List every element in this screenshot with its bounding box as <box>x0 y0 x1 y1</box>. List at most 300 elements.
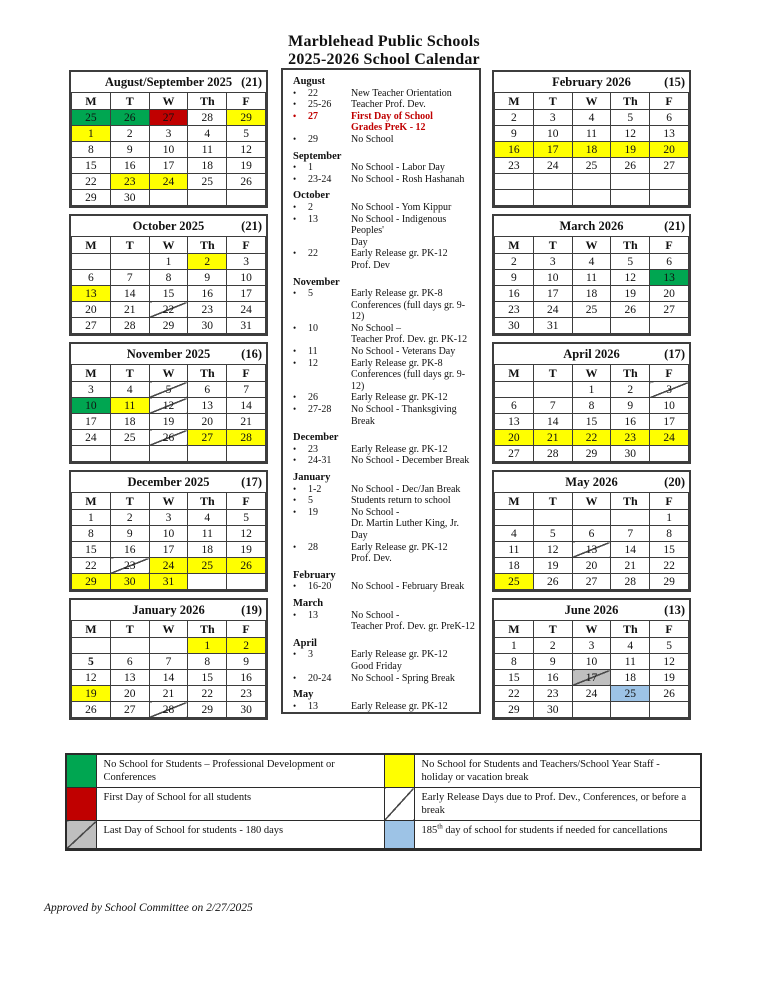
day-cell: 24 <box>227 302 266 318</box>
weekday-header-row <box>495 621 689 638</box>
day-cell: 26 <box>611 158 650 174</box>
day-cell <box>495 382 534 398</box>
day-cell: 15 <box>149 286 188 302</box>
calendar-day-count: (16) <box>241 347 262 361</box>
weekday-header: F <box>650 493 689 510</box>
event-date: 10 <box>308 322 318 334</box>
calendar-week-row <box>495 558 689 574</box>
day-cell <box>495 510 534 526</box>
day-cell: 5 <box>227 510 266 526</box>
day-cell: 1 <box>188 638 227 654</box>
day-cell: 22 <box>72 174 111 190</box>
day-cell: 14 <box>110 286 149 302</box>
event-description <box>351 99 476 111</box>
event-description <box>351 202 476 214</box>
calendar-title-row <box>71 472 266 492</box>
legend-text: Early Release Days due to Prof. Dev., Conferences, or before a break <box>414 788 701 821</box>
day-cell: 25 <box>72 110 111 126</box>
event-date: 11 <box>308 346 318 358</box>
event-month-heading: February <box>293 569 336 581</box>
event-item <box>293 288 476 323</box>
day-cell: 18 <box>188 158 227 174</box>
bullet-icon: • <box>293 173 297 184</box>
weekday-header: M <box>495 493 534 510</box>
event-month-heading: November <box>293 276 340 288</box>
weekday-header: Th <box>188 365 227 382</box>
day-cell: 27 <box>650 302 689 318</box>
day-cell: 18 <box>572 142 611 158</box>
calendar-august-september-2025 <box>69 70 268 208</box>
event-description <box>351 444 476 456</box>
calendar-week-row <box>495 142 689 158</box>
bullet-icon: • <box>293 357 297 368</box>
calendar-week-row <box>72 414 266 430</box>
event-description-line: Prof. Dev. <box>351 553 392 565</box>
day-cell: 3 <box>533 254 572 270</box>
event-month-heading: March <box>293 597 324 609</box>
calendar-month-label: June 2026 <box>564 603 619 617</box>
day-cell <box>533 382 572 398</box>
event-date: 2 <box>308 201 313 213</box>
event-description-line: First Day of School <box>351 110 433 122</box>
day-cell: 29 <box>72 574 111 590</box>
calendar-week-row <box>495 318 689 334</box>
calendar-day-count: (17) <box>664 347 685 361</box>
event-description <box>351 88 476 100</box>
day-cell: 7 <box>110 270 149 286</box>
weekday-header: W <box>149 493 188 510</box>
day-cell: 24 <box>650 430 689 446</box>
day-cell: 18 <box>495 558 534 574</box>
event-description-line: Early Release gr. PK-12 <box>351 392 448 404</box>
day-cell: 5 <box>533 526 572 542</box>
event-item <box>293 88 476 100</box>
bullet-icon: • <box>293 443 297 454</box>
event-item <box>293 673 476 685</box>
day-cell: 21 <box>110 302 149 318</box>
event-description-line: Prof. Dev <box>351 259 390 271</box>
day-cell: 17 <box>72 414 111 430</box>
event-description-line: No School - Rosh Hashanah <box>351 173 465 185</box>
day-cell: 1 <box>650 510 689 526</box>
day-cell: 11 <box>572 270 611 286</box>
day-cell: 24 <box>149 174 188 190</box>
weekday-header: W <box>572 365 611 382</box>
event-date: 5 <box>308 495 313 507</box>
day-cell: 19 <box>149 414 188 430</box>
event-month-heading: May <box>293 689 314 701</box>
event-description <box>351 495 476 507</box>
day-cell: 6 <box>110 654 149 670</box>
calendar-week-row <box>495 110 689 126</box>
calendar-title-row <box>494 472 689 492</box>
day-cell: 10 <box>572 654 611 670</box>
weekday-header: F <box>650 237 689 254</box>
event-item <box>293 99 476 111</box>
event-description <box>351 346 476 358</box>
day-cell: 20 <box>72 302 111 318</box>
day-cell <box>650 318 689 334</box>
event-item <box>293 610 476 633</box>
weekday-header-row <box>72 621 266 638</box>
day-cell: 24 <box>72 430 111 446</box>
day-cell: 31 <box>533 318 572 334</box>
event-description-line: Grades PreK - 12 <box>351 122 426 134</box>
day-cell: 2 <box>110 126 149 142</box>
day-cell: 3 <box>650 382 689 398</box>
day-cell: 19 <box>227 158 266 174</box>
day-cell: 14 <box>533 414 572 430</box>
school-name: Marblehead Public Schools <box>288 33 480 50</box>
legend-swatch-yellow <box>384 754 414 788</box>
day-cell: 6 <box>72 270 111 286</box>
day-cell: 5 <box>611 254 650 270</box>
day-cell: 26 <box>227 558 266 574</box>
day-cell: 9 <box>533 654 572 670</box>
day-cell: 23 <box>495 302 534 318</box>
day-cell: 4 <box>495 526 534 542</box>
weekday-header: W <box>149 365 188 382</box>
day-cell: 25 <box>572 158 611 174</box>
event-description <box>351 214 476 249</box>
day-cell: 23 <box>110 174 149 190</box>
event-item <box>293 542 476 565</box>
day-cell: 20 <box>495 430 534 446</box>
day-cell: 22 <box>149 302 188 318</box>
day-cell: 25 <box>495 574 534 590</box>
event-date: 13 <box>308 700 318 712</box>
day-cell <box>110 254 149 270</box>
day-cell: 12 <box>72 670 111 686</box>
day-cell: 27 <box>149 110 188 126</box>
weekday-header: T <box>110 365 149 382</box>
day-cell: 26 <box>72 702 111 718</box>
calendar-week-row <box>72 398 266 414</box>
day-cell <box>495 190 534 206</box>
day-cell: 29 <box>650 574 689 590</box>
event-description-line: No School - Dec/Jan Break <box>351 483 461 495</box>
day-cell: 5 <box>650 638 689 654</box>
day-cell: 15 <box>188 670 227 686</box>
legend-text: First Day of School for all students <box>96 788 384 821</box>
calendar-march-2026 <box>492 214 691 336</box>
day-cell: 22 <box>650 558 689 574</box>
event-description-line: No School - Thanksgiving Break <box>351 404 457 427</box>
calendar-december-2025 <box>69 470 268 592</box>
event-date: 24-31 <box>308 455 332 467</box>
day-cell: 3 <box>533 110 572 126</box>
day-cell <box>611 702 650 718</box>
day-cell: 7 <box>611 526 650 542</box>
calendar-title-row <box>494 344 689 364</box>
day-cell: 10 <box>533 126 572 142</box>
calendar-week-row <box>495 158 689 174</box>
weekday-header: F <box>650 621 689 638</box>
weekday-header: T <box>110 93 149 110</box>
bullet-icon: • <box>293 201 297 212</box>
weekday-header: T <box>533 493 572 510</box>
calendar-week-row <box>72 574 266 590</box>
day-cell <box>611 190 650 206</box>
day-cell: 1 <box>72 510 111 526</box>
day-cell <box>611 510 650 526</box>
event-date: 23-24 <box>308 173 332 185</box>
event-description-line: Early Release gr. PK-8 <box>351 288 443 300</box>
event-description <box>351 323 476 346</box>
weekday-header-row <box>495 493 689 510</box>
calendar-june-2026 <box>492 598 691 720</box>
weekday-header: W <box>149 621 188 638</box>
event-description-line: No School - February Break <box>351 581 465 593</box>
weekday-header: F <box>227 621 266 638</box>
calendar-week-row <box>495 574 689 590</box>
day-cell: 12 <box>611 126 650 142</box>
calendar-title-row <box>71 72 266 92</box>
event-item <box>293 358 476 393</box>
weekday-header: Th <box>611 621 650 638</box>
day-cell: 27 <box>495 446 534 462</box>
calendar-november-2025 <box>69 342 268 464</box>
day-cell: 13 <box>188 398 227 414</box>
day-cell: 7 <box>533 398 572 414</box>
day-cell: 2 <box>533 638 572 654</box>
day-cell: 10 <box>72 398 111 414</box>
day-cell: 2 <box>495 254 534 270</box>
day-cell: 11 <box>188 526 227 542</box>
weekday-header: T <box>110 621 149 638</box>
event-date: 20-24 <box>308 672 332 684</box>
event-description-line: Early Release gr. PK-8 <box>351 357 443 369</box>
day-cell <box>533 174 572 190</box>
day-cell <box>149 638 188 654</box>
right-calendar-column <box>492 70 691 726</box>
day-cell: 8 <box>149 270 188 286</box>
day-cell: 13 <box>650 126 689 142</box>
legend-row <box>66 788 701 821</box>
day-cell: 7 <box>227 382 266 398</box>
weekday-header: T <box>533 621 572 638</box>
day-cell: 9 <box>110 526 149 542</box>
day-cell: 19 <box>611 142 650 158</box>
day-cell: 20 <box>572 558 611 574</box>
bullet-icon: • <box>293 133 297 144</box>
day-cell: 16 <box>227 670 266 686</box>
day-cell: 16 <box>611 414 650 430</box>
day-cell <box>611 174 650 190</box>
day-cell: 16 <box>533 670 572 686</box>
day-cell: 31 <box>149 574 188 590</box>
calendar-week-row <box>495 254 689 270</box>
calendar-day-count: (19) <box>241 603 262 617</box>
day-cell: 6 <box>650 110 689 126</box>
event-description <box>351 288 476 323</box>
legend-table <box>65 753 702 851</box>
day-cell: 30 <box>227 702 266 718</box>
event-date: 28 <box>308 541 318 553</box>
day-cell: 17 <box>149 542 188 558</box>
day-cell: 30 <box>533 702 572 718</box>
event-description <box>351 701 476 714</box>
document-title <box>0 33 768 69</box>
event-item <box>293 214 476 249</box>
weekday-header: Th <box>188 621 227 638</box>
day-cell <box>572 318 611 334</box>
weekday-header-row <box>495 93 689 110</box>
day-cell: 28 <box>188 110 227 126</box>
weekday-header: F <box>650 93 689 110</box>
weekday-header: W <box>572 621 611 638</box>
day-cell: 22 <box>72 558 111 574</box>
day-cell: 17 <box>533 142 572 158</box>
day-cell <box>650 174 689 190</box>
approval-note: Approved by School Committee on 2/27/2025 <box>44 902 253 914</box>
calendar-title-row <box>71 216 266 236</box>
calendar-month-label: April 2026 <box>563 347 620 361</box>
calendar-week-row <box>495 686 689 702</box>
event-description-line: Early Release gr. PK-12 <box>351 541 448 553</box>
day-cell: 9 <box>227 654 266 670</box>
day-cell: 4 <box>110 382 149 398</box>
day-cell: 13 <box>72 286 111 302</box>
day-cell: 4 <box>572 254 611 270</box>
bullet-icon: • <box>293 346 297 357</box>
calendar-week-row <box>72 142 266 158</box>
event-description-line <box>351 712 476 714</box>
legend-swatch-red <box>66 788 96 821</box>
calendar-week-row <box>72 302 266 318</box>
day-cell: 28 <box>227 430 266 446</box>
day-cell <box>227 446 266 462</box>
day-cell: 29 <box>572 446 611 462</box>
day-cell: 26 <box>650 686 689 702</box>
day-cell: 21 <box>227 414 266 430</box>
day-cell: 26 <box>533 574 572 590</box>
day-cell: 31 <box>227 318 266 334</box>
day-cell: 20 <box>188 414 227 430</box>
event-description-line: No School - Yom Kippur <box>351 201 452 213</box>
day-cell: 22 <box>188 686 227 702</box>
event-item <box>293 248 476 271</box>
day-cell: 9 <box>495 270 534 286</box>
calendar-title-row <box>494 600 689 620</box>
day-cell: 11 <box>611 654 650 670</box>
weekday-header: F <box>227 493 266 510</box>
event-month-heading: December <box>293 432 339 444</box>
calendar-week-row <box>72 254 266 270</box>
day-cell: 1 <box>72 126 111 142</box>
weekday-header-row <box>495 237 689 254</box>
day-cell: 16 <box>188 286 227 302</box>
calendar-week-row <box>72 510 266 526</box>
weekday-header: W <box>149 237 188 254</box>
weekday-header: T <box>110 237 149 254</box>
event-description <box>351 134 476 146</box>
bullet-icon: • <box>293 649 297 660</box>
day-cell: 2 <box>227 638 266 654</box>
calendar-week-row <box>72 174 266 190</box>
event-description-line: No School - <box>351 609 400 621</box>
calendar-day-count: (21) <box>241 219 262 233</box>
day-cell <box>533 510 572 526</box>
day-cell: 9 <box>110 142 149 158</box>
day-cell: 17 <box>149 158 188 174</box>
day-cell <box>572 510 611 526</box>
day-cell: 14 <box>149 670 188 686</box>
calendar-week-row <box>72 670 266 686</box>
event-description-line: Conferences (full days gr. 9-12) <box>351 369 466 392</box>
day-cell <box>572 702 611 718</box>
event-description-line: No School - Labor Day <box>351 162 445 174</box>
day-cell: 25 <box>611 686 650 702</box>
weekday-header: F <box>227 237 266 254</box>
day-cell: 6 <box>495 398 534 414</box>
bullet-icon: • <box>293 248 297 259</box>
day-cell: 10 <box>149 142 188 158</box>
event-month-heading: January <box>293 472 331 483</box>
day-cell: 29 <box>149 318 188 334</box>
weekday-header: M <box>495 365 534 382</box>
day-cell: 25 <box>188 174 227 190</box>
legend-text: No School for Students – Professional Development or Conferences <box>96 754 384 788</box>
event-description <box>351 404 476 427</box>
legend-text: Last Day of School for students - 180 days <box>96 821 384 850</box>
event-date: 5 <box>308 288 313 300</box>
calendar-week-row <box>495 542 689 558</box>
day-cell: 7 <box>149 654 188 670</box>
calendar-april-2026 <box>492 342 691 464</box>
day-cell <box>533 190 572 206</box>
day-cell: 12 <box>149 398 188 414</box>
legend-text: 185th day of school for students if needed for cancellations <box>414 821 701 850</box>
event-description-line: Early Release gr. PK-12 <box>351 443 448 455</box>
day-cell <box>188 574 227 590</box>
calendar-may-2026 <box>492 470 691 592</box>
calendar-week-row <box>72 270 266 286</box>
day-cell: 20 <box>110 686 149 702</box>
day-cell: 30 <box>495 318 534 334</box>
weekday-header: W <box>572 493 611 510</box>
day-cell: 15 <box>72 158 111 174</box>
day-cell: 27 <box>110 702 149 718</box>
bullet-icon: • <box>293 162 297 173</box>
day-cell: 28 <box>611 574 650 590</box>
day-cell <box>149 446 188 462</box>
event-description <box>351 248 476 271</box>
day-cell: 11 <box>495 542 534 558</box>
day-cell: 18 <box>110 414 149 430</box>
event-date: 25-26 <box>308 99 332 111</box>
day-cell: 16 <box>110 158 149 174</box>
calendar-week-row <box>495 526 689 542</box>
bullet-icon: • <box>293 213 297 224</box>
event-item <box>293 174 476 186</box>
day-cell: 21 <box>611 558 650 574</box>
day-cell: 10 <box>533 270 572 286</box>
calendar-week-row <box>495 670 689 686</box>
event-description <box>351 610 476 633</box>
day-cell <box>72 638 111 654</box>
calendar-week-row <box>495 510 689 526</box>
day-cell: 14 <box>611 542 650 558</box>
calendar-october-2025 <box>69 214 268 336</box>
day-cell <box>72 446 111 462</box>
day-cell: 11 <box>572 126 611 142</box>
weekday-header: M <box>495 621 534 638</box>
bullet-icon: • <box>293 87 297 98</box>
day-cell: 30 <box>188 318 227 334</box>
event-date: 27 <box>308 110 318 122</box>
event-date: 22 <box>308 248 318 260</box>
